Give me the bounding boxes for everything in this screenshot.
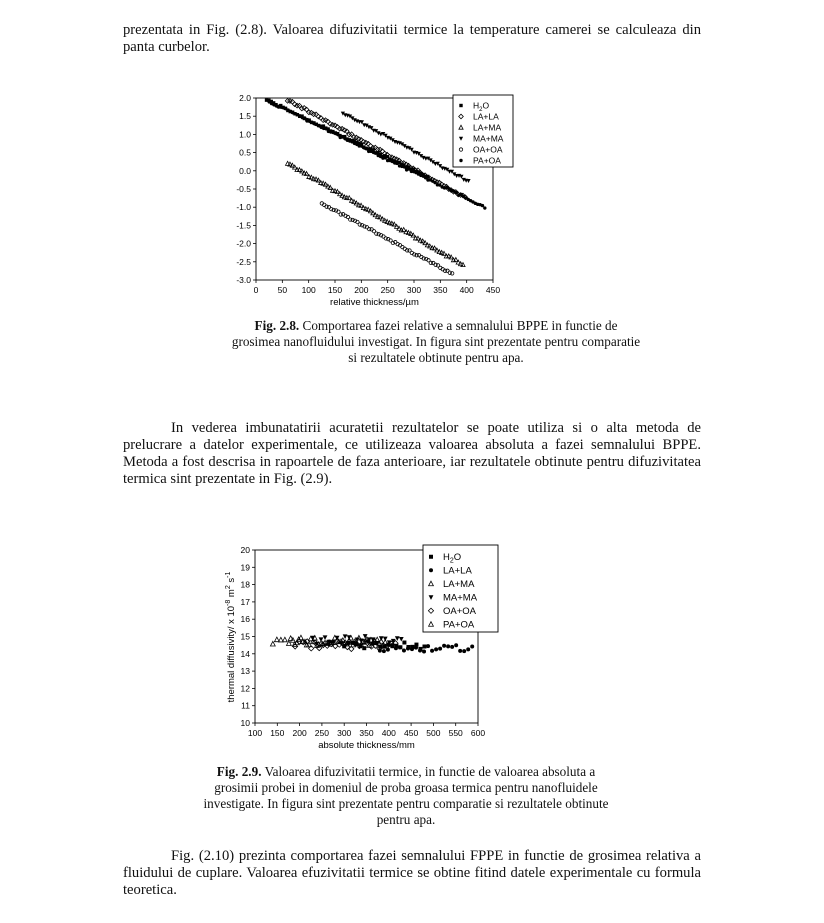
x-tick-label: 350 — [359, 728, 374, 738]
y-tick-label: 2.0 — [239, 93, 251, 103]
legend-marker — [429, 568, 433, 572]
data-point — [434, 647, 438, 651]
x-tick-label: 100 — [301, 285, 316, 295]
legend-entry: MA+MA — [443, 592, 478, 604]
paragraph-method: In vederea imbunatatirii acuratetii rezultatelor se poate utiliza si o alta metoda de prelucrare a datelor experimentale, ce utilizeaza valoarea absoluta a fazei semnalului BPPE. Metoda a fost descrisa in rapoartele de faza anterioare, iar rezultatele obtinute pentru difuzivitatea termica sint prezentate in Fig. (2.9). — [123, 420, 701, 487]
legend-entry: OA+OA — [473, 144, 503, 155]
y-tick-label: 14 — [240, 648, 250, 659]
x-tick-label: 500 — [426, 728, 441, 738]
y-tick-label: -2.5 — [236, 256, 251, 267]
data-point — [402, 649, 406, 653]
data-point — [466, 647, 470, 651]
data-point — [481, 204, 484, 207]
figure-2-8 — [231, 92, 521, 317]
y-tick-label: 1.0 — [239, 129, 251, 140]
data-point — [483, 206, 486, 209]
caption-label: Fig. 2.8. — [254, 318, 300, 333]
data-point — [282, 637, 287, 642]
x-tick-label: 450 — [485, 285, 501, 295]
data-point — [414, 646, 418, 650]
data-point — [384, 156, 387, 159]
legend-entry: $H_2O$ — [473, 100, 490, 114]
data-point — [406, 646, 410, 650]
legend — [453, 95, 513, 167]
x-tick-label: 250 — [314, 728, 329, 738]
y-tick-label: 18 — [240, 579, 250, 590]
data-point — [303, 116, 306, 119]
y-tick-label: 15 — [240, 631, 250, 642]
data-point — [462, 649, 466, 653]
y-tick-label: 12 — [240, 683, 250, 694]
data-point — [442, 644, 446, 648]
y-tick-label: 0.0 — [239, 165, 251, 176]
y-axis-label: thermal diffusivity/ x $10^{-8}$ $m^2$ $s^{-1}$ — [225, 571, 237, 703]
data-point — [470, 644, 474, 648]
data-point — [454, 643, 458, 647]
data-point — [324, 127, 327, 130]
caption-text: Valoarea difuzivitatii termice, in functie de valoarea absoluta a grosimii probei in domeniul de proba groasa termica pentru nanofluidele investigate. In figura sint prezentate pentru comparatie si rezultatele obtinute pentru apa. — [203, 764, 609, 827]
y-tick-label: 16 — [240, 614, 250, 625]
data-point — [395, 162, 398, 165]
data-point — [410, 647, 414, 651]
x-tick-label: 100 — [247, 728, 263, 738]
y-tick-label: 11 — [241, 700, 250, 711]
y-tick-label: 17 — [240, 596, 250, 607]
paragraph-intro: prezentata in Fig. (2.8). Valoarea difuzivitatii termice la temperature camerei se calculeaza din panta curbelor. — [123, 22, 701, 55]
y-tick-label: 0.5 — [239, 147, 251, 158]
data-point — [328, 122, 333, 127]
x-ticks — [248, 723, 485, 738]
y-tick-label: -2.0 — [236, 238, 251, 249]
data-point — [454, 258, 458, 262]
y-tick-label: 10 — [240, 718, 250, 728]
y-tick-label: -1.5 — [236, 220, 251, 231]
legend-entry: OA+OA — [443, 605, 476, 617]
data-point — [458, 649, 462, 653]
legend-entry: $H_2O$ — [443, 551, 462, 565]
x-tick-label: 150 — [327, 285, 343, 295]
data-point — [398, 645, 402, 649]
x-tick-label: 150 — [270, 728, 285, 738]
legend-marker — [429, 555, 433, 559]
data-point — [402, 641, 406, 645]
data-point — [430, 649, 434, 653]
data-point — [323, 635, 328, 640]
data-point — [438, 647, 442, 651]
data-points — [270, 634, 474, 653]
data-point — [383, 640, 388, 645]
y-ticks — [241, 545, 255, 728]
data-point — [347, 196, 351, 200]
legend-entry: PA+OA — [473, 155, 501, 166]
y-tick-label: -1.0 — [236, 202, 251, 213]
x-tick-label: 400 — [459, 285, 474, 295]
data-point — [336, 133, 339, 136]
data-point — [365, 147, 368, 150]
legend-marker — [459, 159, 462, 162]
data-point — [382, 649, 386, 653]
x-tick-label: 50 — [277, 285, 288, 295]
x-tick-label: 450 — [404, 728, 419, 738]
x-tick-label: 200 — [292, 728, 307, 738]
y-tick-label: 20 — [240, 545, 250, 555]
caption-label: Fig. 2.9. — [216, 764, 262, 779]
caption-fig-2-9 — [196, 764, 616, 828]
y-tick-label: -3.0 — [236, 275, 251, 285]
legend-entry: LA+MA — [473, 122, 502, 133]
caption-fig-2-8 — [231, 318, 641, 366]
legend-entry: LA+LA — [473, 111, 499, 122]
y-tick-label: 19 — [240, 562, 250, 573]
legend-entry: PA+OA — [443, 619, 475, 631]
figure-2-9 — [198, 527, 523, 764]
y-ticks — [236, 93, 256, 285]
x-tick-label: 300 — [406, 285, 422, 295]
x-tick-label: 550 — [448, 728, 463, 738]
legend — [423, 545, 498, 632]
y-tick-label: 1.5 — [239, 111, 251, 122]
x-tick-label: 400 — [381, 728, 396, 738]
data-point — [403, 165, 406, 168]
x-ticks — [254, 280, 501, 295]
legend-entry: MA+MA — [473, 133, 504, 144]
data-point — [446, 644, 450, 648]
y-tick-label: 13 — [240, 666, 250, 677]
x-tick-label: 0 — [253, 285, 259, 295]
x-tick-label: 200 — [354, 285, 369, 295]
y-tick-label: -0.5 — [236, 184, 251, 194]
data-point — [466, 179, 470, 183]
x-axis-label: relative thickness/µm — [330, 297, 419, 308]
data-point — [450, 645, 454, 649]
caption-text: Comportarea fazei relative a semnalului BPPE in functie de grosimea nanofluidului investigat. In figura sint prezentate pentru comparatie si rezultatele obtinute pentru apa. — [231, 318, 641, 365]
x-tick-label: 350 — [433, 285, 448, 295]
data-point — [418, 649, 422, 653]
data-point — [290, 99, 295, 104]
x-tick-label: 250 — [380, 285, 395, 295]
legend-entry: LA+MA — [443, 578, 475, 590]
x-axis-label: absolute thickness/mm — [318, 740, 415, 751]
chart-relative-phase — [231, 92, 521, 312]
x-tick-label: 600 — [470, 728, 486, 738]
chart-thermal-diffusivity — [198, 527, 523, 759]
data-point — [422, 649, 426, 653]
legend-marker — [459, 104, 462, 107]
legend-entry: LA+LA — [443, 565, 472, 577]
x-tick-label: 300 — [337, 728, 352, 738]
paragraph-fig-2-10: Fig. (2.10) prezinta comportarea fazei semnalului FPPE in functie de grosimea relativa a fluidului de cuplare. Valoarea efuzivitatii termice se obtine fitind datele experimentale cu formula teoretica. — [123, 848, 701, 898]
data-point — [394, 646, 398, 650]
data-point — [455, 191, 458, 194]
data-point — [426, 644, 430, 648]
data-point — [422, 645, 426, 649]
